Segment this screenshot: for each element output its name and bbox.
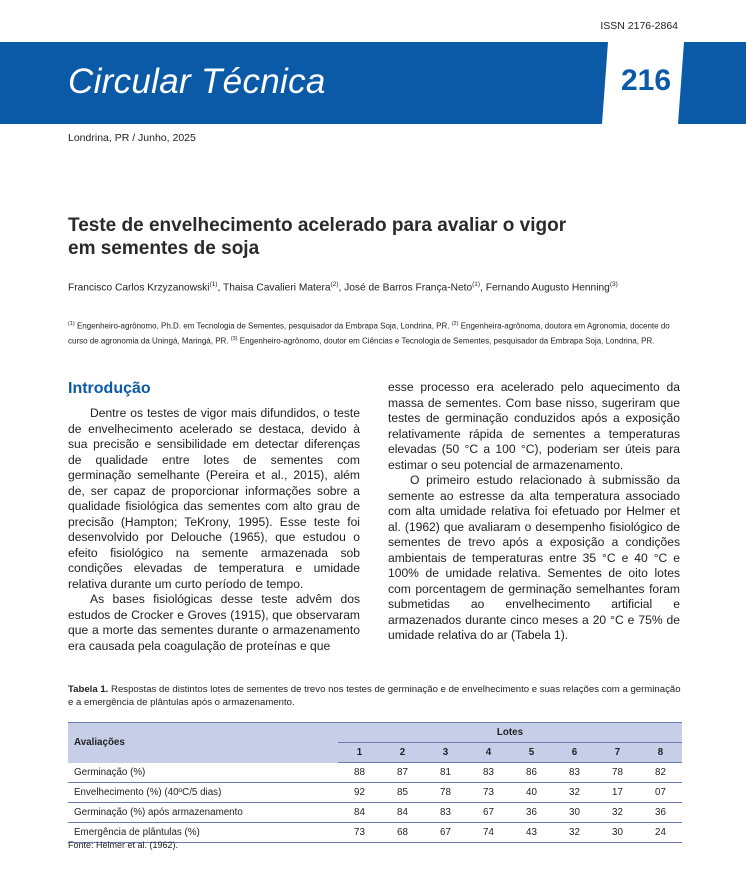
affiliation-mark: (2): [451, 321, 459, 327]
affiliations: [68, 318, 680, 347]
table-cell: 30: [553, 803, 596, 823]
affiliation-text: Engenheiro-agrônomo, doutor em Ciências e Tecnologia de Sementes, pesquisador da Embrapa Soja, Londrina, PR.: [239, 336, 655, 346]
author-separator: ,: [217, 282, 223, 294]
table-cell: 73: [467, 783, 510, 803]
lot-header: 8: [639, 743, 682, 763]
author-name: Francisco Carlos Krzyzanowski: [68, 282, 210, 294]
table-cell: 87: [381, 763, 424, 783]
table-cell: 32: [553, 783, 596, 803]
table-cell: 84: [338, 803, 381, 823]
table-row: [68, 803, 682, 823]
header-band: [0, 42, 746, 124]
table-cell: 74: [467, 823, 510, 843]
issue-number: 216: [620, 64, 672, 97]
row-label: Germinação (%) após armazenamento: [68, 803, 338, 823]
author-name: Fernando Augusto Henning: [485, 282, 610, 294]
table-cell: 36: [639, 803, 682, 823]
table-cell: 36: [510, 803, 553, 823]
affiliation-mark: (3): [230, 335, 238, 342]
table-row: [68, 783, 682, 803]
text-column-left: [68, 406, 360, 654]
author-name: José de Barros França-Neto: [344, 282, 473, 294]
paragraph: esse processo era acelerado pelo aquecimento da massa de sementes. Com base nisso, sugeriram que testes de germinação conduzidos após a exposição relativamente rápida de sementes a temperaturas elevadas (50 °C a 100 °C), poderiam ser úteis para estimar o seu potencial de armazenamento.: [388, 380, 680, 472]
table-cell: 78: [424, 783, 467, 803]
table-cell: 83: [467, 763, 510, 783]
data-table: [68, 722, 682, 843]
table-cell: 68: [381, 823, 424, 843]
table-caption-label: Tabela 1.: [68, 684, 109, 695]
table-cell: 78: [596, 763, 639, 783]
affiliation-mark: (1): [68, 321, 75, 327]
column-header-avaliacoes: Avaliações: [68, 723, 338, 763]
series-title: Circular Técnica: [68, 62, 326, 101]
article-title: Teste de envelhecimento acelerado para avaliar o vigor em sementes de soja: [68, 215, 567, 259]
lot-header: 1: [338, 743, 381, 763]
row-label: Emergência de plântulas (%): [68, 823, 338, 843]
table-cell: 92: [338, 783, 381, 803]
lot-header: 7: [596, 743, 639, 763]
lot-header: 5: [510, 743, 553, 763]
text-column-right: [388, 380, 680, 644]
table-cell: 88: [338, 763, 381, 783]
table-cell: 07: [639, 783, 682, 803]
affiliation-text: Engenheira-agrônoma, doutora em Agronomia, docente do curso de agronomia da Uningá, Maringá, PR.: [68, 321, 670, 346]
table-cell: 84: [381, 803, 424, 823]
table-cell: 24: [639, 823, 682, 843]
table-cell: 32: [553, 823, 596, 843]
issn-label: ISSN 2176-2864: [600, 20, 678, 32]
table-cell: 81: [424, 763, 467, 783]
table-cell: 67: [467, 803, 510, 823]
table-cell: 40: [510, 783, 553, 803]
row-label: Germinação (%): [68, 763, 338, 783]
lot-header: 3: [424, 743, 467, 763]
author-affiliation-mark: (2): [330, 281, 339, 288]
row-label: Envelhecimento (%) (40ºC/5 dias): [68, 783, 338, 803]
place-date: Londrina, PR / Junho, 2025: [68, 132, 196, 144]
author-list: [68, 278, 680, 296]
author-affiliation-mark: (1): [209, 281, 218, 288]
table-cell: 17: [596, 783, 639, 803]
lot-header: 4: [467, 743, 510, 763]
affiliation-text: Engenheiro-agrônomo, Ph.D. em Tecnologia de Sementes, pesquisador da Embrapa Soja, Londrina, PR.: [76, 321, 452, 331]
author-affiliation-mark: (1): [472, 281, 481, 288]
column-group-lotes: Lotes: [338, 723, 682, 743]
table-caption: [68, 683, 682, 709]
table-source: Fonte: Helmer et al. (1962).: [68, 840, 179, 850]
table-cell: 43: [510, 823, 553, 843]
author-separator: ,: [480, 282, 486, 294]
lot-header: 6: [553, 743, 596, 763]
table-caption-text: Respostas de distintos lotes de sementes de trevo nos testes de germinação e de envelhecimento e suas relações com a germinação e a emergência de plântulas após o armazenamento.: [68, 684, 681, 708]
table-row: [68, 763, 682, 783]
paragraph: O primeiro estudo relacionado à submissão da semente ao estresse da alta temperatura associado com alta umidade relativa foi efetuado por Helmer et al. (1962) que avaliaram o desempenho fisiológico de sementes de trevo após a exposição a condições ambientais de temperaturas entre 35 °C e 40 °C e 100% de umidade relativa. Sementes de oito lotes com porcentagem de germinação semelhantes foram submetidas ao envelhecimento artificial e armazenados durante cinco meses a 20 °C e 75% de umidade relativa do ar (Tabela 1).: [388, 473, 680, 642]
table-cell: 83: [553, 763, 596, 783]
section-heading-introducao: Introdução: [68, 380, 151, 397]
table-cell: 32: [596, 803, 639, 823]
table-cell: 82: [639, 763, 682, 783]
table-cell: 67: [424, 823, 467, 843]
table-cell: 85: [381, 783, 424, 803]
table-cell: 83: [424, 803, 467, 823]
table-cell: 86: [510, 763, 553, 783]
author-affiliation-mark: (3): [609, 281, 618, 288]
lot-header: 2: [381, 743, 424, 763]
table-cell: 30: [596, 823, 639, 843]
author-name: Thaisa Cavalieri Matera: [222, 282, 331, 294]
paragraph: As bases fisiológicas desse teste advêm dos estudos de Crocker e Groves (1915), que observaram que a morte das sementes durante o armazenamento era causada pela coagulação de proteínas e que: [68, 592, 360, 653]
author-separator: ,: [338, 282, 345, 294]
table-cell: 73: [338, 823, 381, 843]
issue-number-box: [588, 42, 746, 124]
paragraph: Dentre os testes de vigor mais difundidos, o teste de envelhecimento acelerado se destaca, devido à sua precisão e sensibilidade em detectar diferenças de qualidade entre lotes de sementes com germinação semelhante (Pereira et al., 2015), além de, ser capaz de proporcionar informações sobre a qualidade fisiológica das sementes com alto grau de precisão (Hampton; TeKrony, 1995). Esse teste foi desenvolvido por Delouche (1965), que estudou o efeito fisiológico na semente armazenada sob condições elevadas de temperatura e umidade relativa durante um curto período de tempo.: [68, 406, 360, 591]
